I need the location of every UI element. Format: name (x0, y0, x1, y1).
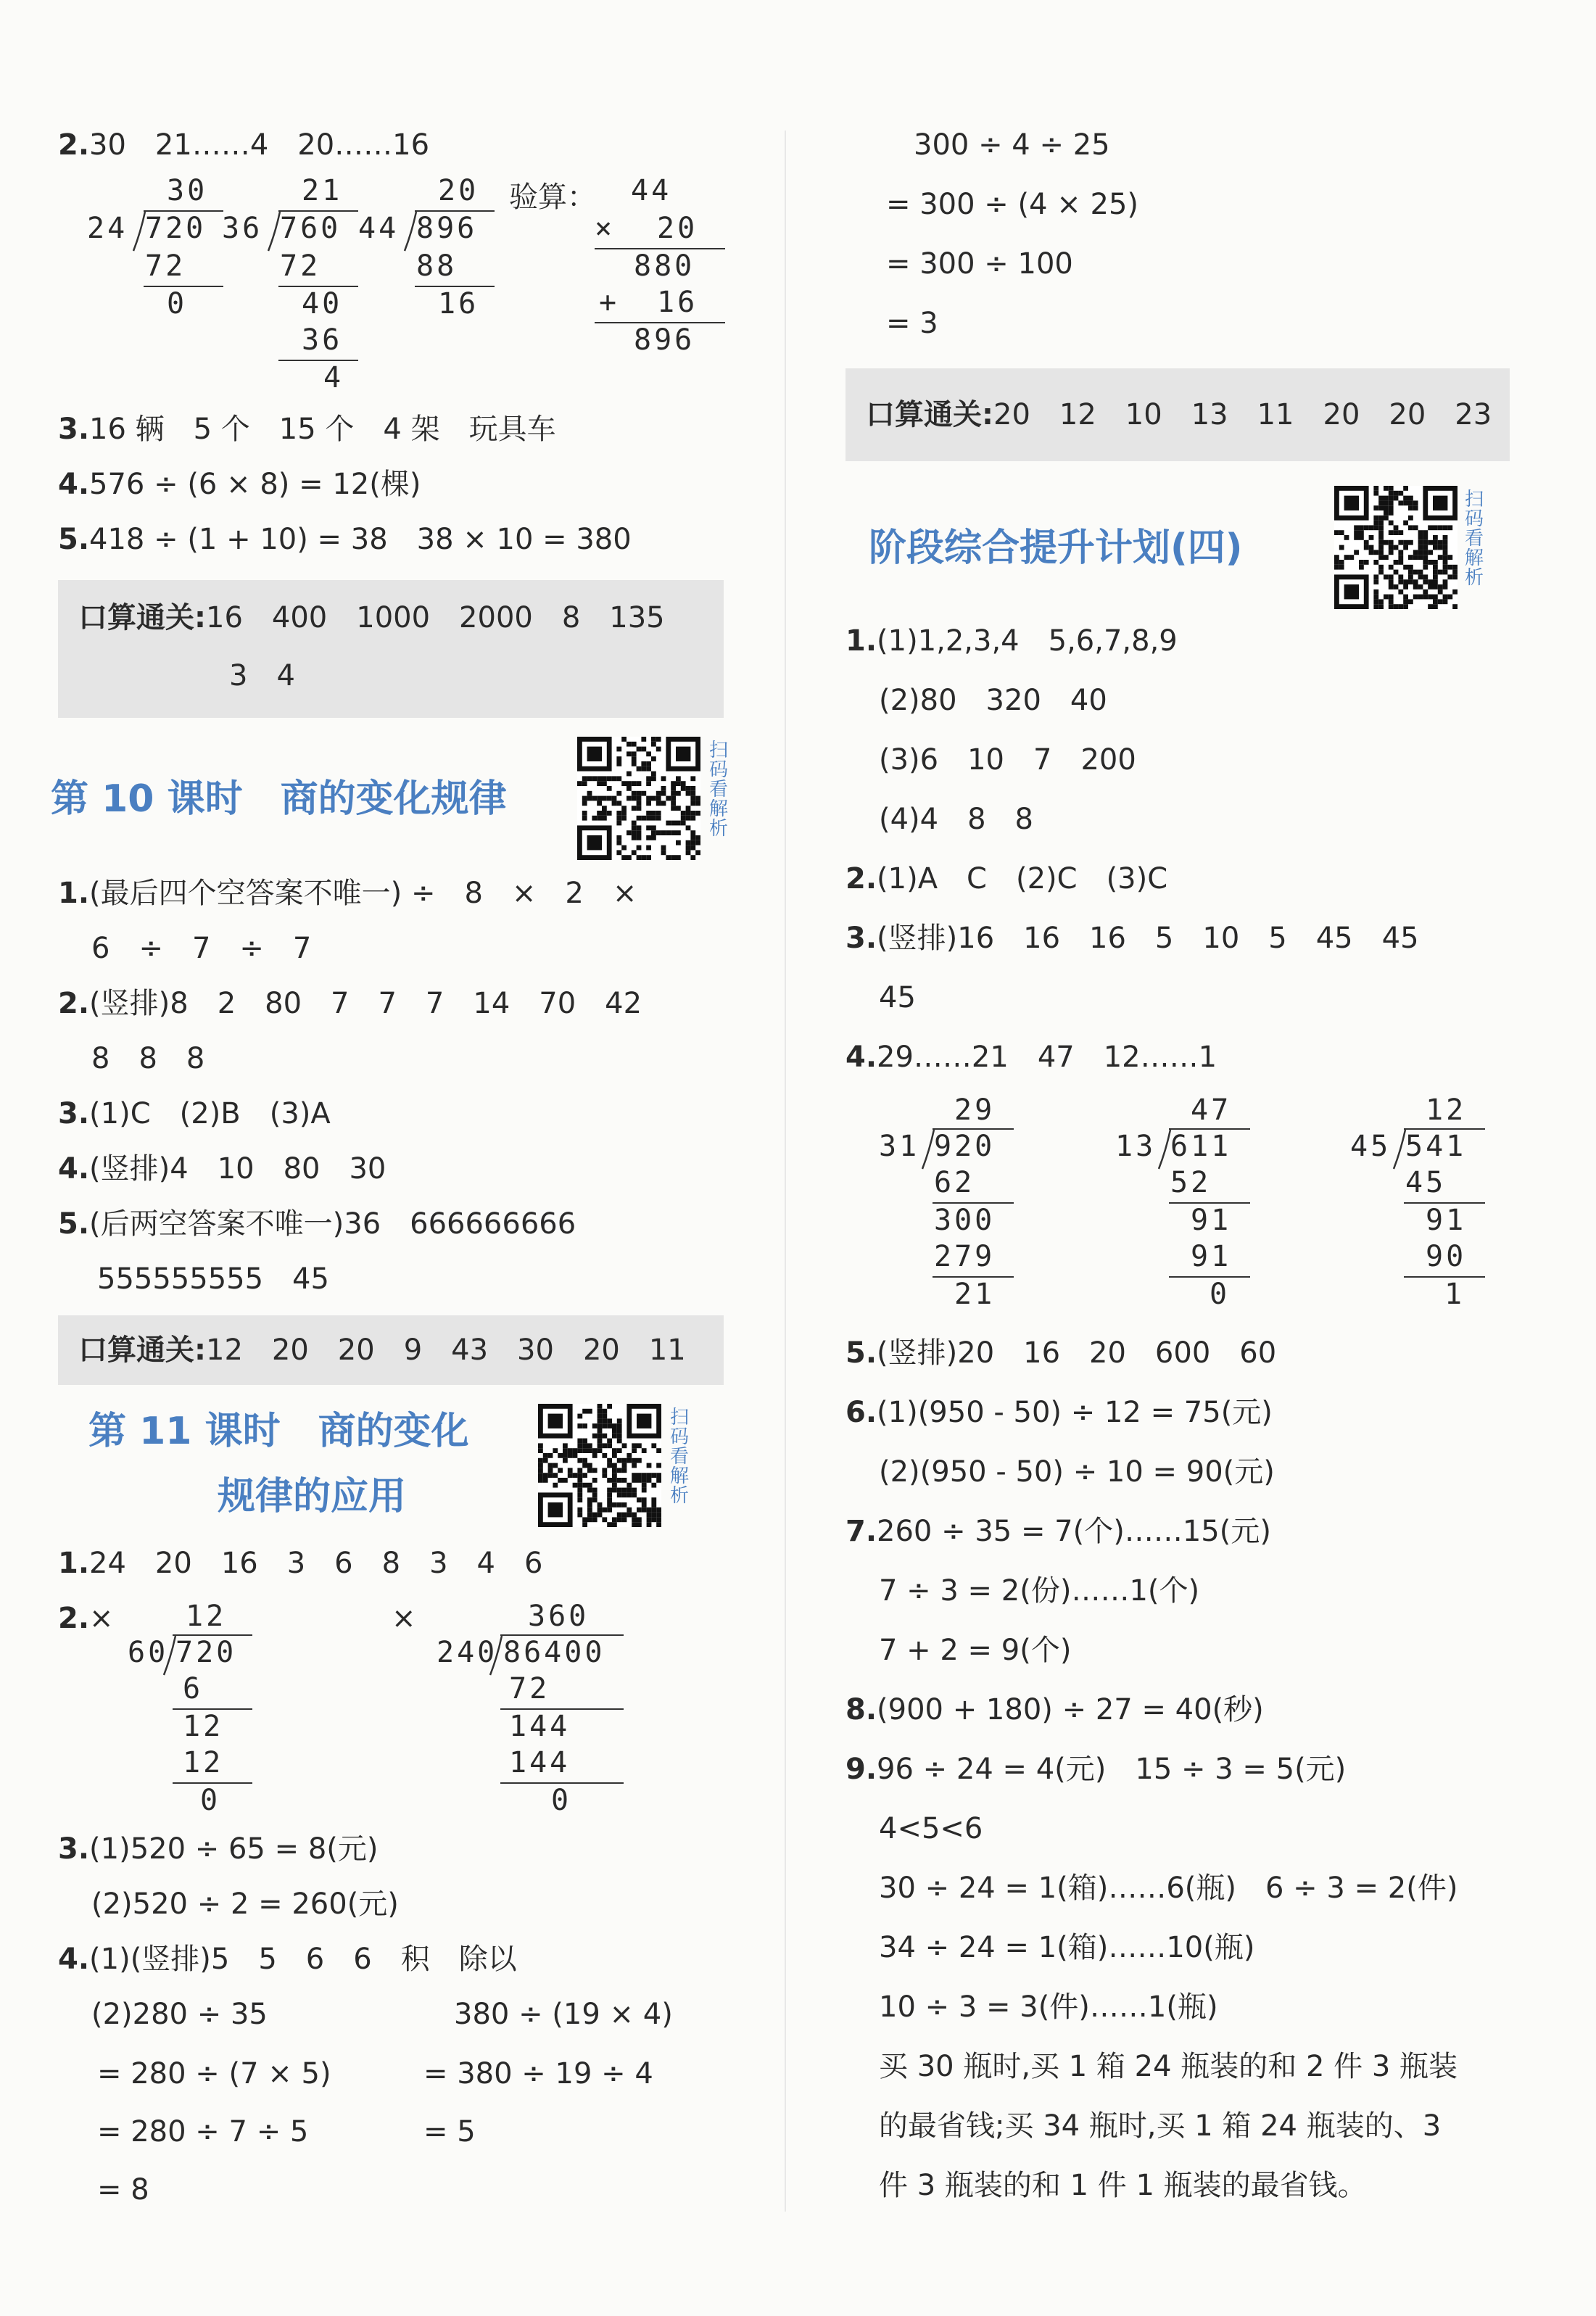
question-number: 1. (58, 1547, 90, 1580)
dividend: 760 (280, 212, 342, 245)
qr-label: 扫 码 看 解 析 (1464, 489, 1484, 589)
question-number: 9. (845, 1753, 877, 1786)
calc-b-line: = 380 ÷ 19 ÷ 4 (423, 2057, 653, 2090)
question-number: 2. (58, 1602, 90, 1635)
question-number: 3. (58, 413, 90, 446)
step-remainder: 300 (934, 1204, 996, 1237)
answer-text: (1)A C (2)C (3)C (877, 862, 1168, 896)
answer-text-cont: 6 ÷ 7 ÷ 7 (91, 932, 312, 965)
remainder: 4 (323, 361, 344, 394)
s-question-4 (845, 1038, 1217, 1076)
sum: 896 (634, 323, 695, 357)
answer-text-cont: 45 (879, 981, 916, 1014)
question-number: 5. (58, 523, 90, 556)
answer-text: (1)1,2,3,4 5,6,7,8,9 (877, 624, 1178, 658)
dividend: 720 (175, 1636, 237, 1669)
step-remainder: 91 (1426, 1204, 1467, 1237)
s-question-3 (845, 919, 1419, 957)
question-number: 2. (58, 128, 90, 162)
multiplier: 20 (657, 212, 698, 245)
divisor: 36 (222, 212, 263, 245)
answer-text: 418 ÷ (1 + 10) = 38 38 × 10 = 380 (89, 523, 632, 556)
mental-math-answers: 16 400 1000 2000 8 135 (206, 601, 665, 634)
l11-question-3 (58, 1830, 379, 1868)
answer-text: 96 ÷ 24 = 4(元) 15 ÷ 3 = 5(元) (877, 1753, 1347, 1786)
answer-text: 260 ÷ 35 = 7(个)……15(元) (877, 1515, 1271, 1548)
calc-line: = 3 (886, 307, 938, 340)
question-number: 5. (58, 1207, 90, 1241)
mental-math-band-3 (845, 368, 1510, 461)
question-number: 3. (58, 1097, 90, 1130)
answer-text-cont: 555555555 45 (97, 1262, 329, 1296)
question-3 (58, 410, 556, 448)
calc-a-line: (2)280 ÷ 35 (91, 1998, 268, 2031)
answer-text-cont: (2)80 320 40 (879, 684, 1107, 717)
times-sign: × (595, 212, 616, 245)
step-product: 62 (934, 1166, 975, 1199)
question-number: 5. (845, 1336, 877, 1370)
division-bracket (489, 1634, 503, 1678)
s-question-6 (845, 1394, 1273, 1431)
remainder: 0 (167, 287, 188, 320)
division-bracket (1157, 1128, 1172, 1172)
step-product: 72 (145, 249, 186, 283)
mental-math-label: 口算通关: (866, 398, 993, 431)
divisor: 13 (1115, 1130, 1157, 1163)
conclusion-text: 买 30 瓶时,买 1 箱 24 瓶装的和 2 件 3 瓶装 (879, 2050, 1458, 2083)
remainder: 16 (438, 287, 479, 320)
answer-text: (竖排)16 16 16 5 10 5 45 45 (877, 922, 1419, 955)
question-4 (58, 466, 421, 503)
division-bracket (1392, 1128, 1407, 1172)
division-bracket (403, 210, 418, 254)
calc-a-line: = 280 ÷ (7 × 5) (97, 2057, 331, 2090)
l11-question-2 (58, 1600, 114, 1637)
division-bracket (921, 1128, 935, 1172)
division-bracket (267, 210, 281, 254)
answer-text-cont: 4<5<6 (879, 1812, 983, 1845)
quotient: 12 (186, 1600, 227, 1633)
quotient: 30 (167, 174, 208, 207)
question-number: 2. (845, 862, 877, 896)
quotient: 360 (528, 1600, 590, 1633)
mental-math-answers-cont: 3 4 (229, 659, 295, 692)
answer-text-cont: (2)520 ÷ 2 = 260(元) (91, 1887, 399, 1921)
qr-code-icon[interactable] (577, 737, 700, 860)
plus-sign: + (599, 286, 620, 319)
l10-question-4 (58, 1150, 386, 1188)
dividend: 720 (145, 212, 207, 245)
step-product: 72 (280, 249, 321, 283)
answer-text: (900 + 180) ÷ 27 = 40(秒) (877, 1693, 1264, 1726)
dividend: 86400 (503, 1636, 605, 1669)
question-number: 6. (845, 1396, 877, 1429)
answer-text: (1)(竖排)5 5 6 6 积 除以 (89, 1943, 517, 1976)
question-number: 4. (58, 468, 90, 501)
qr-code-icon[interactable] (538, 1404, 661, 1527)
remainder: 0 (551, 1784, 572, 1817)
calc-line: 300 ÷ 4 ÷ 25 (914, 128, 1110, 162)
answer-text-cont: 30 ÷ 24 = 1(箱)……6(瓶) 6 ÷ 3 = 2(件) (879, 1872, 1458, 1905)
lesson-10-title: 第 10 课时 商的变化规律 (51, 777, 507, 821)
s-question-7 (845, 1513, 1271, 1550)
lesson-11-title: 第 11 课时 商的变化 (88, 1410, 469, 1453)
division-bracket (162, 1634, 177, 1678)
answer-text: (后两空答案不唯一)36 666666666 (89, 1207, 576, 1241)
mental-math-band-1 (58, 580, 724, 718)
answer-text: (竖排)8 2 80 7 7 7 14 70 42 (89, 987, 642, 1020)
step-product: 279 (934, 1240, 996, 1273)
qr-label: 扫 码 看 解 析 (708, 740, 728, 840)
quotient: 21 (302, 174, 343, 207)
question-number: 3. (845, 922, 877, 955)
mental-math-band-2 (58, 1315, 724, 1385)
remainder: 21 (954, 1278, 996, 1311)
step-remainder: 12 (183, 1710, 224, 1743)
check-label: 验算： (509, 181, 596, 214)
question-number: 8. (845, 1693, 877, 1726)
step-product: 45 (1405, 1166, 1447, 1199)
remainder: 1 (1444, 1278, 1465, 1311)
step-product: 12 (183, 1746, 224, 1779)
step-product: 36 (302, 323, 343, 357)
answer-text: 24 20 16 3 6 8 3 4 6 (89, 1547, 543, 1580)
s-question-1 (845, 622, 1178, 660)
question-number: 1. (58, 877, 90, 910)
question-number: 1. (845, 624, 877, 658)
divisor: 60 (128, 1636, 169, 1669)
product: 880 (634, 249, 695, 283)
step-product: 88 (416, 249, 458, 283)
divisor: 44 (358, 212, 400, 245)
l11-question-4 (58, 1940, 517, 1978)
remainder: 0 (200, 1784, 221, 1817)
divisor: 31 (879, 1130, 920, 1163)
step-product: 6 (183, 1672, 204, 1705)
calc-b-line: 380 ÷ (19 × 4) (454, 1998, 673, 2031)
divisor: 24 (87, 212, 128, 245)
divisor: 45 (1350, 1130, 1392, 1163)
dividend: 920 (934, 1130, 996, 1163)
step-product: 90 (1426, 1240, 1467, 1273)
mental-math-answers: 12 20 20 9 43 30 20 11 (206, 1333, 686, 1367)
answer-text: (竖排)20 16 20 600 60 (877, 1336, 1277, 1370)
l10-question-5 (58, 1205, 576, 1243)
question-5 (58, 521, 632, 558)
mental-math-label: 口算通关: (78, 1333, 206, 1367)
question-number: 4. (58, 1152, 90, 1186)
step-product: 144 (509, 1746, 571, 1779)
answer-text-cont: (3)6 10 7 200 (879, 743, 1136, 777)
wrong-mark: × (89, 1602, 114, 1635)
s-question-8 (845, 1691, 1264, 1729)
division-bracket (132, 210, 146, 254)
step-remainder: 144 (509, 1710, 571, 1743)
step-remainder: 40 (302, 287, 343, 320)
addend: 16 (657, 286, 698, 319)
answer-text-cont: 10 ÷ 3 = 3(件)……1(瓶) (879, 1990, 1218, 2024)
l10-question-2 (58, 985, 642, 1022)
question-number: 2. (58, 987, 90, 1020)
divisor: 240 (437, 1636, 498, 1669)
question-number: 3. (58, 1832, 90, 1866)
dividend: 541 (1405, 1130, 1467, 1163)
question-number: 4. (845, 1041, 877, 1074)
s-question-2 (845, 860, 1167, 898)
qr-code-icon[interactable] (1334, 486, 1458, 609)
step-remainder: 91 (1191, 1204, 1232, 1237)
quotient: 29 (954, 1093, 996, 1127)
step-product: 91 (1191, 1240, 1232, 1273)
conclusion-text: 的最省钱;买 34 瓶时,买 1 箱 24 瓶装的、3 (879, 2109, 1442, 2143)
quotient: 12 (1426, 1093, 1467, 1127)
question-number: 4. (58, 1943, 90, 1976)
l10-question-3 (58, 1095, 331, 1133)
answer-text-cont: (2)(950 - 50) ÷ 10 = 90(元) (879, 1455, 1275, 1489)
mental-math-answers: 20 12 10 13 11 20 20 23 (993, 398, 1492, 431)
question-2 (58, 126, 429, 164)
step-product: 52 (1170, 1166, 1212, 1199)
qr-label: 扫 码 看 解 析 (669, 1407, 689, 1507)
answer-text-cont: 7 ÷ 3 = 2(份)……1(个) (879, 1574, 1200, 1608)
answer-text: 576 ÷ (6 × 8) = 12(棵) (89, 468, 421, 501)
conclusion-text: 件 3 瓶装的和 1 件 1 瓶装的最省钱。 (879, 2169, 1367, 2202)
answer-text: (1)520 ÷ 65 = 8(元) (89, 1832, 379, 1866)
answer-text: (1)C (2)B (3)A (89, 1097, 331, 1130)
answer-text-cont: 7 + 2 = 9(个) (879, 1634, 1072, 1667)
s-question-9 (845, 1750, 1346, 1788)
answer-text: (1)(950 - 50) ÷ 12 = 75(元) (877, 1396, 1273, 1429)
stage-title: 阶段综合提升计划(四) (869, 526, 1243, 570)
multiplicand: 44 (631, 174, 672, 207)
dividend: 896 (416, 212, 478, 245)
question-number: 7. (845, 1515, 877, 1548)
l10-question-1 (58, 874, 637, 912)
calc-line: = 300 ÷ (4 × 25) (886, 188, 1139, 221)
answer-text: 29……21 47 12……1 (877, 1041, 1217, 1074)
quotient: 47 (1191, 1093, 1232, 1127)
lesson-11-subtitle: 规律的应用 (218, 1475, 407, 1518)
s-question-5 (845, 1334, 1276, 1372)
calc-a-line: = 280 ÷ 7 ÷ 5 (97, 2115, 309, 2148)
column-divider (785, 131, 786, 2212)
l11-question-1 (58, 1544, 542, 1582)
answer-text: (竖排)4 10 80 30 (89, 1152, 386, 1186)
mental-math-label: 口算通关: (78, 601, 206, 634)
calc-line: = 300 ÷ 100 (886, 247, 1073, 281)
step-product: 72 (509, 1672, 550, 1705)
wrong-mark: × (392, 1602, 416, 1635)
remainder: 0 (1210, 1278, 1231, 1311)
dividend: 611 (1170, 1130, 1232, 1163)
answer-text-cont: (4)4 8 8 (879, 803, 1034, 836)
quotient: 20 (438, 174, 479, 207)
answer-text: (最后四个空答案不唯一) ÷ 8 × 2 × (89, 877, 637, 910)
calc-a-line: = 8 (97, 2173, 149, 2207)
answer-text-cont: 34 ÷ 24 = 1(箱)……10(瓶) (879, 1931, 1255, 1964)
answer-text: 30 21……4 20……16 (89, 128, 430, 162)
answer-text: 16 辆 5 个 15 个 4 架 玩具车 (89, 413, 556, 446)
answer-text-cont: 8 8 8 (91, 1042, 205, 1075)
calc-b-line: = 5 (423, 2115, 476, 2148)
